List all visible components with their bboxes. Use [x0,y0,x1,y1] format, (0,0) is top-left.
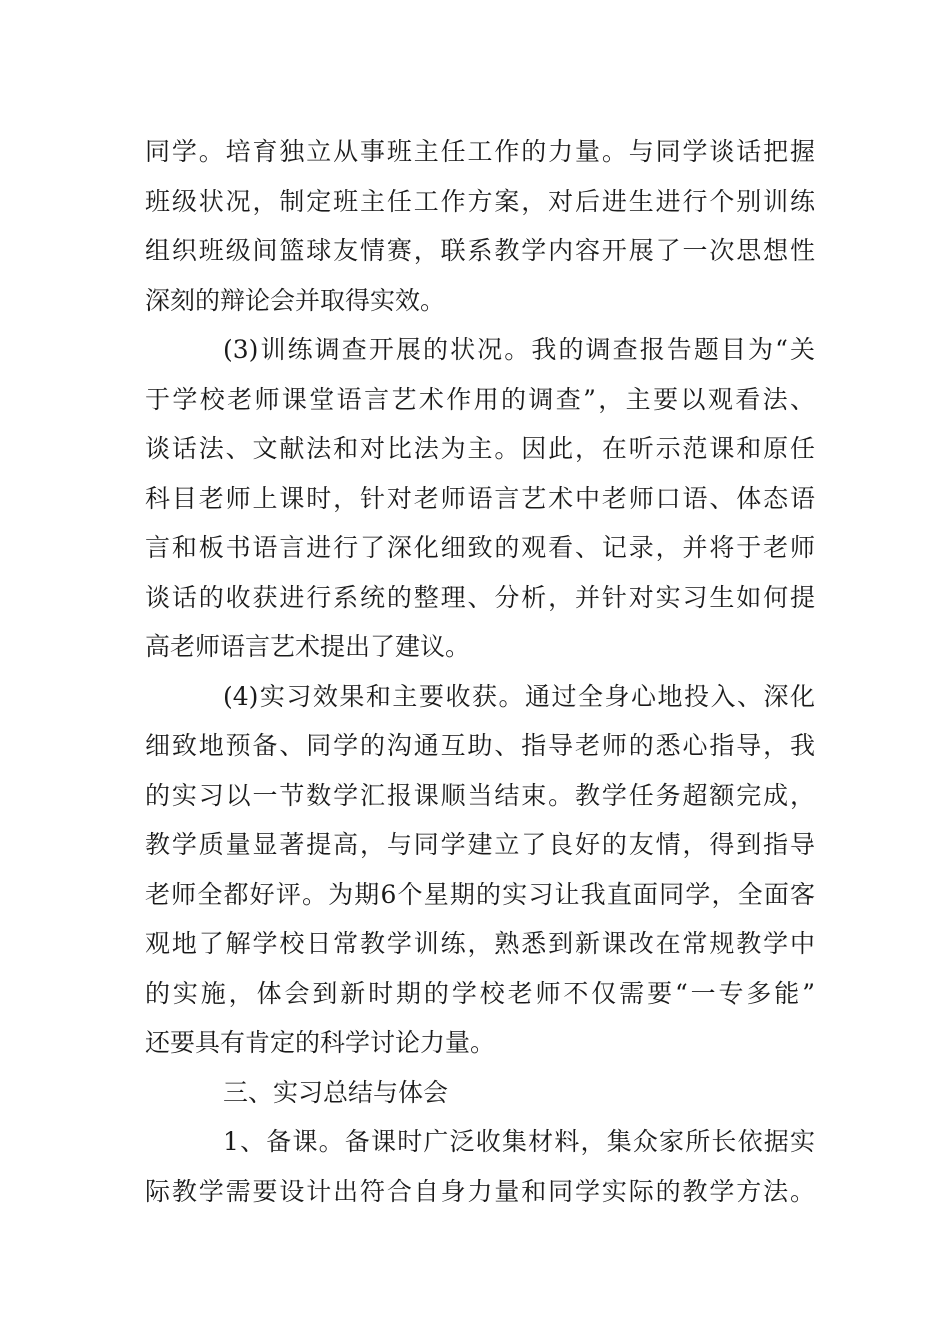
text-line: 际教学需要设计出符合自身力量和同学实际的教学方法。 [145,1176,815,1206]
text-line: 深刻的辩论会并取得实效。 [145,285,446,315]
text-line: 同学。培育独立从事班主任工作的力量。与同学谈话把握 [145,137,815,166]
text-line: (4)实习效果和主要收获。通过全身心地投入、深化 [223,681,815,711]
text-line: 老师全都好评。为期6个星期的实习让我直面同学，全面客 [145,879,815,909]
text-line: 谈话法、文献法和对比法为主。因此，在听示范课和原任 [145,434,815,463]
heading-text: 三、实习总结与体会 [223,1077,449,1107]
text-line: 科目老师上课时，针对老师语言艺术中老师口语、体态语 [145,483,815,513]
text-line: 还要具有肯定的科学讨论力量。 [145,1028,496,1057]
text-line: 1、备课。备课时广泛收集材料，集众家所长依据实 [223,1127,815,1156]
text-line: 的实习以一节数学汇报课顺当结束。教学任务超额完成， [145,780,815,810]
text-line: 班级状况，制定班主任工作方案，对后进生进行个别训练 [145,186,815,216]
paragraph [145,325,815,672]
text-line: 观地了解学校日常教学训练，熟悉到新课改在常规教学中 [145,929,815,958]
paragraph [145,672,815,1068]
text-line: 高老师语言艺术提出了建议。 [145,632,471,661]
section-heading [145,1068,815,1118]
text-line: 谈话的收获进行系统的整理、分析，并针对实习生如何提 [145,582,815,612]
paragraph [145,127,815,325]
paragraph [145,1117,815,1216]
document-body [145,127,815,1216]
text-line: 于学校老师课堂语言艺术作用的调查”，主要以观看法、 [145,384,815,414]
text-line: 的实施，体会到新时期的学校老师不仅需要“一专多能” [145,978,815,1008]
text-line: (3)训练调查开展的状况。我的调查报告题目为“关 [223,335,815,364]
text-line: 教学质量显著提高，与同学建立了良好的友情，得到指导 [145,830,815,859]
text-line: 组织班级间篮球友情赛，联系教学内容开展了一次思想性 [145,236,815,265]
text-line: 言和板书语言进行了深化细致的观看、记录，并将于老师 [145,533,815,562]
text-line: 细致地预备、同学的沟通互助、指导老师的悉心指导，我 [145,731,815,760]
